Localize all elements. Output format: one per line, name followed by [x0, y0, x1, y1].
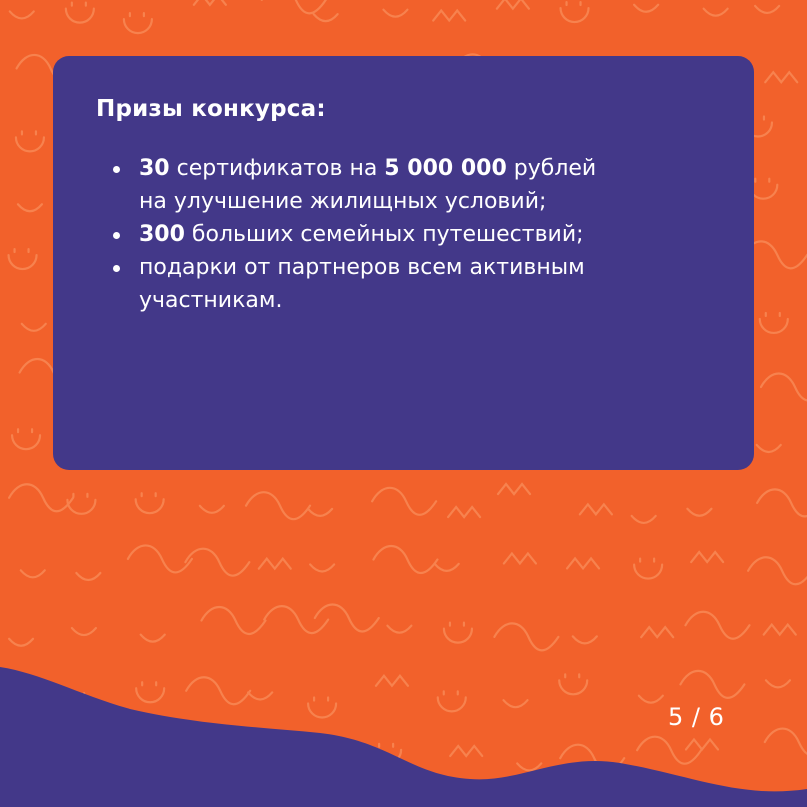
doodle-stroke — [494, 623, 558, 650]
doodle-stroke — [764, 625, 796, 635]
doodle-stroke — [755, 6, 779, 13]
doodle-stroke — [10, 11, 34, 18]
prize-line — [139, 218, 729, 251]
doodle-stroke — [567, 558, 599, 568]
doodle-stroke — [687, 509, 711, 516]
doodle-stroke — [573, 636, 597, 643]
prize-text: сертификатов на — [169, 156, 385, 181]
doodle-stroke — [21, 570, 45, 577]
doodle-stroke — [262, 0, 326, 13]
bullet-icon — [113, 265, 120, 272]
doodle-stroke — [259, 559, 291, 569]
prize-list — [109, 152, 729, 317]
doodle-stroke — [634, 5, 658, 12]
prize-line — [139, 251, 729, 284]
doodle-stroke — [561, 2, 589, 22]
doodle-stroke — [383, 10, 407, 17]
prize-item — [109, 218, 729, 251]
doodle-stroke — [124, 13, 152, 33]
prize-line — [139, 185, 729, 218]
doodle-stroke — [185, 549, 249, 576]
doodle-stroke — [308, 509, 332, 516]
prizes-card — [53, 56, 754, 470]
prize-highlight: 300 — [139, 222, 185, 247]
doodle-stroke — [641, 627, 673, 637]
prize-highlight: 5 000 000 — [384, 156, 507, 181]
prize-text: больших семейных путешествий; — [184, 222, 584, 247]
doodle-stroke — [200, 506, 224, 513]
doodle-stroke — [497, 0, 529, 9]
doodle-stroke — [9, 249, 37, 269]
doodle-stroke — [504, 553, 536, 563]
doodle-stroke — [141, 635, 165, 642]
doodle-stroke — [12, 429, 40, 449]
doodle-stroke — [761, 373, 807, 400]
doodle-stroke — [691, 552, 723, 562]
doodle-stroke — [67, 494, 95, 514]
bottom-wave — [0, 667, 807, 807]
doodle-stroke — [372, 488, 436, 515]
doodle-stroke — [310, 564, 334, 571]
doodle-stroke — [9, 639, 33, 646]
doodle-stroke — [16, 131, 44, 151]
doodle-stroke — [314, 14, 338, 21]
prize-text: подарки от партнеров всем активным — [139, 255, 585, 280]
doodle-stroke — [76, 573, 100, 580]
doodle-stroke — [72, 628, 96, 635]
doodle-stroke — [448, 507, 480, 517]
doodle-stroke — [194, 0, 226, 5]
card-title: Призы конкурса: — [96, 96, 326, 122]
doodle-stroke — [246, 492, 310, 519]
doodle-stroke — [765, 72, 797, 82]
doodle-stroke — [685, 612, 749, 639]
prize-text: рублей — [506, 156, 597, 181]
doodle-stroke — [18, 204, 42, 211]
prize-line — [139, 284, 729, 317]
page-counter: 5 / 6 — [668, 703, 725, 731]
doodle-stroke — [22, 324, 46, 331]
doodle-stroke — [66, 3, 94, 23]
doodle-stroke — [498, 484, 530, 494]
doodle-stroke — [373, 546, 437, 573]
doodle-stroke — [201, 607, 265, 634]
doodle-stroke — [704, 9, 728, 16]
doodle-stroke — [580, 504, 612, 514]
doodle-stroke — [757, 489, 807, 516]
doodle-stroke — [128, 545, 192, 572]
prize-highlight: 30 — [139, 156, 170, 181]
doodle-stroke — [9, 484, 73, 511]
doodle-stroke — [435, 564, 459, 571]
prize-item — [109, 251, 729, 317]
doodle-stroke — [264, 606, 328, 633]
doodle-stroke — [433, 11, 465, 21]
prize-line — [139, 152, 729, 185]
doodle-stroke — [757, 445, 781, 452]
bullet-icon — [113, 166, 120, 173]
doodle-stroke — [632, 516, 656, 523]
doodle-stroke — [387, 626, 411, 633]
prize-item — [109, 152, 729, 218]
bullet-icon — [113, 232, 120, 239]
doodle-stroke — [444, 623, 472, 643]
doodle-stroke — [136, 493, 164, 513]
prize-text: участникам. — [139, 288, 283, 313]
prize-text: на улучшение жилищных условий; — [139, 189, 547, 214]
doodle-stroke — [760, 313, 788, 333]
doodle-stroke — [748, 557, 807, 584]
doodle-stroke — [315, 605, 379, 632]
doodle-stroke — [634, 559, 662, 579]
